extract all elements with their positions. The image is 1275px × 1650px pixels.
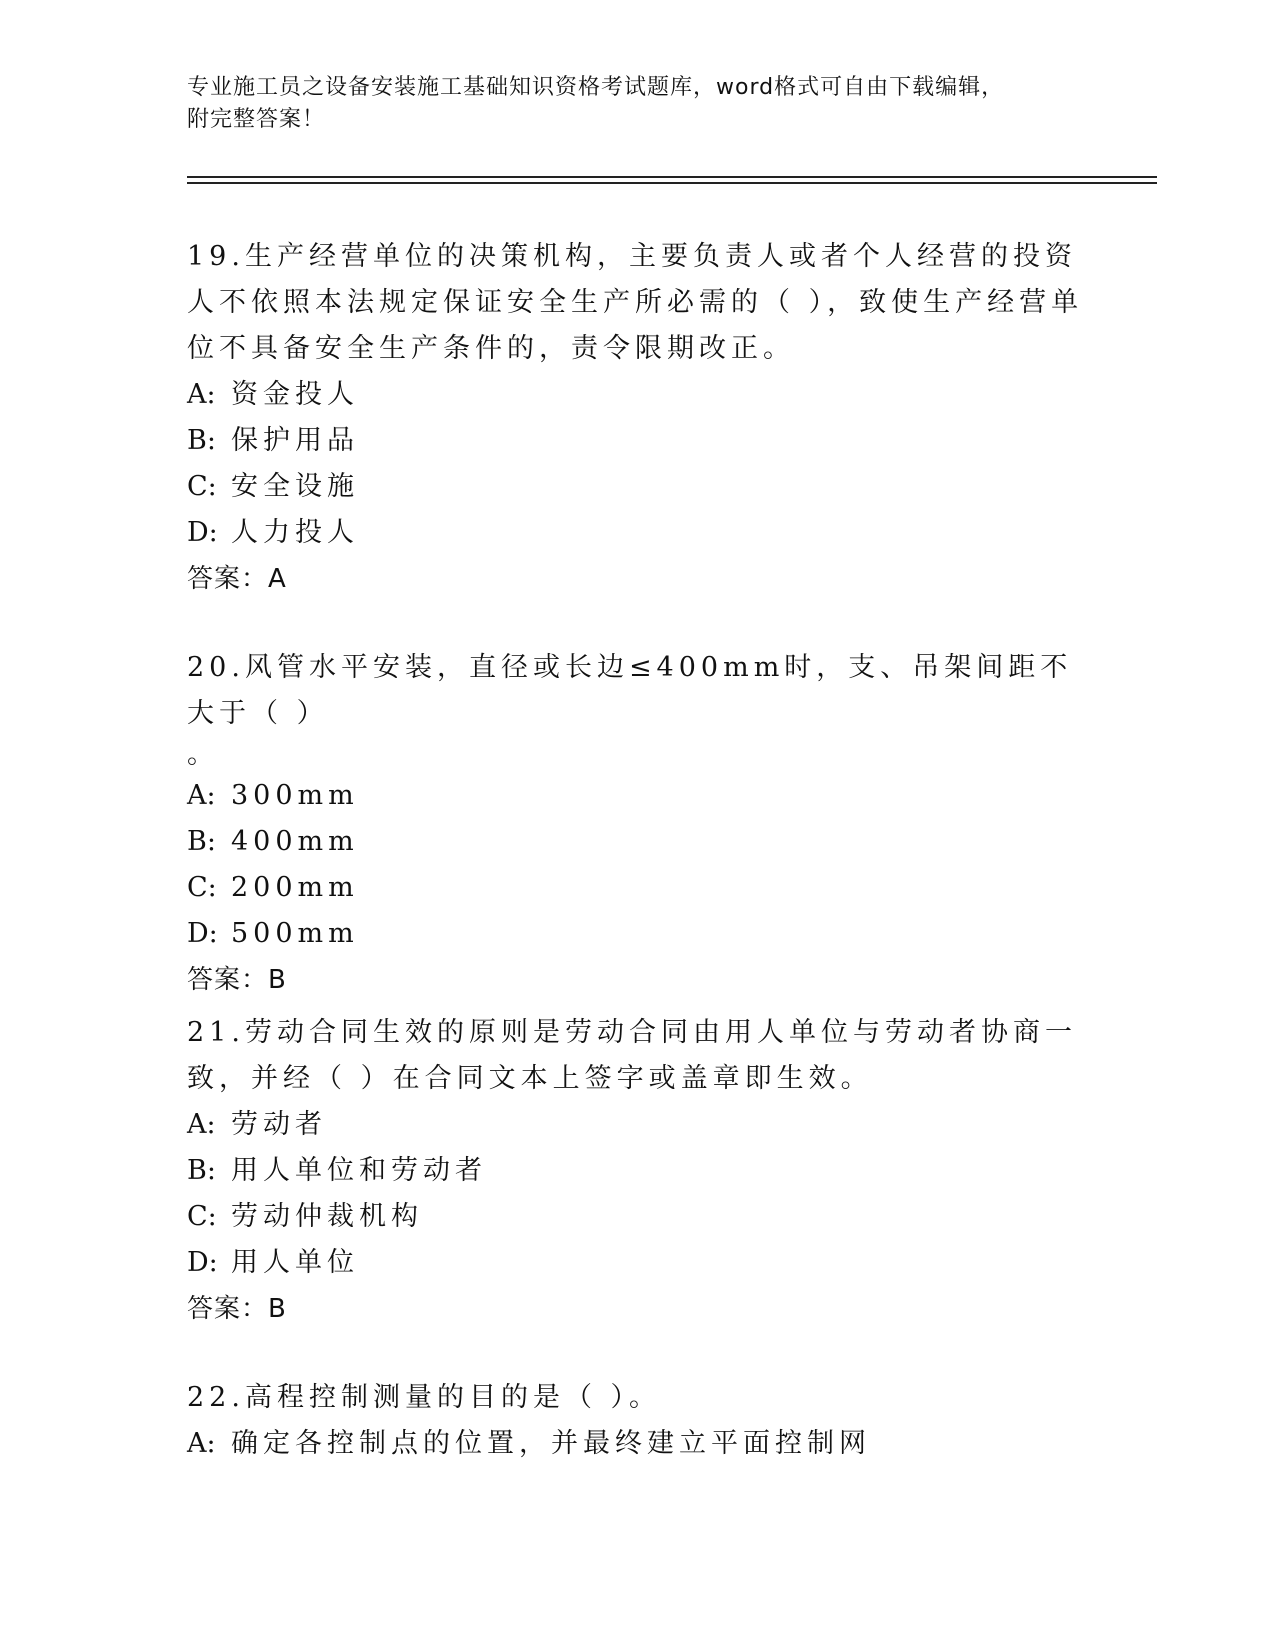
option-text: 保护用品 [231, 425, 359, 456]
option-letter: C: [187, 471, 217, 502]
header-line-1: 专业施工员之设备安装施工基础知识资格考试题库，word格式可自由下载编辑， [187, 75, 1005, 100]
option-a [187, 773, 1087, 819]
question-22 [187, 1375, 1087, 1467]
option-letter: A: [187, 780, 216, 811]
option-letter: D: [187, 1247, 218, 1278]
option-text: 资金投人 [231, 379, 359, 410]
option-a [187, 1421, 1087, 1467]
header-divider-top [187, 176, 1157, 178]
question-text: 22.高程控制测量的目的是（ ）。 [187, 1382, 662, 1413]
answer-line: 答案：B [187, 1294, 287, 1324]
option-text: 确定各控制点的位置，并最终建立平面控制网 [231, 1428, 871, 1459]
header-line-2: 附完整答案！ [187, 107, 326, 132]
option-letter: C: [187, 1201, 217, 1232]
option-text: 用人单位 [231, 1247, 359, 1278]
option-c [187, 865, 1087, 911]
option-text: 200mm [231, 872, 359, 903]
option-letter: A: [187, 379, 216, 410]
option-c [187, 464, 1087, 510]
option-d [187, 911, 1087, 957]
option-c [187, 1194, 1087, 1240]
answer-line: 答案：B [187, 965, 287, 995]
question-text [187, 645, 1087, 773]
option-letter: C: [187, 872, 217, 903]
option-b [187, 1148, 1087, 1194]
answer-line: 答案：A [187, 564, 287, 594]
option-b [187, 418, 1087, 464]
question-20 [187, 645, 1087, 1003]
option-text: 300mm [231, 780, 359, 811]
option-a [187, 1102, 1087, 1148]
option-a [187, 372, 1087, 418]
option-text: 劳动者 [231, 1109, 327, 1140]
option-letter: B: [187, 425, 216, 456]
option-letter: B: [187, 826, 216, 857]
document-header [187, 72, 1087, 136]
question-19 [187, 234, 1087, 602]
option-b [187, 819, 1087, 865]
question-21 [187, 1010, 1087, 1332]
option-letter: B: [187, 1155, 216, 1186]
option-letter: A: [187, 1428, 216, 1459]
header-divider-bottom [187, 182, 1157, 184]
question-text-main: 20.风管水平安装，直径或长边≤400mm时，支、吊架间距不大于（ ） [187, 652, 1073, 729]
option-letter: D: [187, 918, 218, 949]
question-text-trail: 。 [187, 739, 219, 770]
option-text: 劳动仲裁机构 [231, 1201, 423, 1232]
option-letter: D: [187, 517, 218, 548]
option-text: 500mm [231, 918, 359, 949]
option-text: 人力投人 [231, 517, 359, 548]
question-text: 21.劳动合同生效的原则是劳动合同由用人单位与劳动者协商一致，并经（ ）在合同文本上签字或盖章即生效。 [187, 1017, 1077, 1094]
option-text: 安全设施 [231, 471, 359, 502]
option-text: 用人单位和劳动者 [231, 1155, 487, 1186]
option-text: 400mm [231, 826, 359, 857]
option-d [187, 510, 1087, 556]
option-d [187, 1240, 1087, 1286]
option-letter: A: [187, 1109, 216, 1140]
question-text: 19.生产经营单位的决策机构，主要负责人或者个人经营的投资人不依照本法规定保证安全生产所必需的（ ），致使生产经营单位不具备安全生产条件的，责令限期改正。 [187, 241, 1084, 364]
